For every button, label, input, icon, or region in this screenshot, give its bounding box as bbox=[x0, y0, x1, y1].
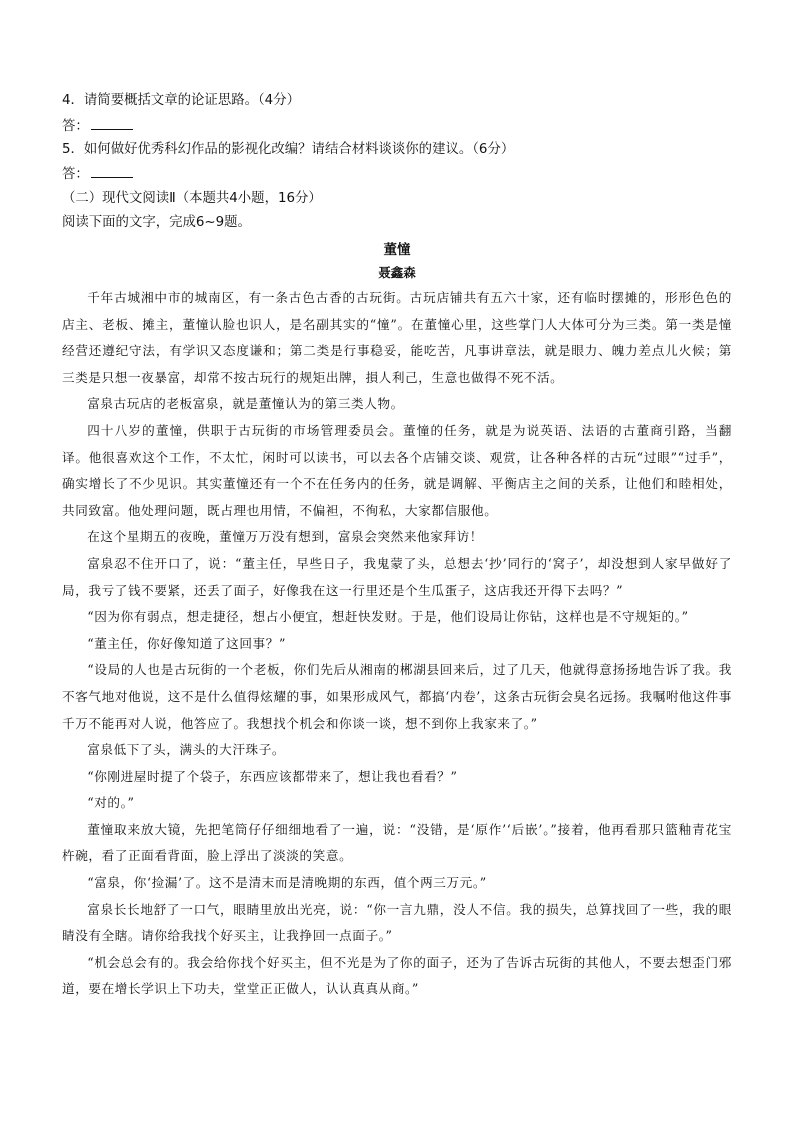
story-paragraph: 四十八岁的董憧，供职于古玩街的市场管理委员会。董憧的任务，就是为说英语、法语的古董商引路，当翻译。他很喜欢这个工作，不太忙，闲时可以读书，可以去各个店铺交谈、观赏，让各种各样的古玩“过眼”“过手”，确实增长了不少见识。其实董憧还有一个不在任务内的任务，就是调解、平衡店主之间的关系，让他们和睦相处，共同致富。他处理问题，既占理也用情，不偏袒，不徇私，大家都信服他。 bbox=[62, 422, 732, 518]
story-paragraph: “对的。” bbox=[87, 795, 135, 811]
story-author: 聂鑫森 bbox=[378, 265, 416, 280]
story-paragraph: 富泉古玩店的老板富泉，就是董憧认为的第三类人物。 bbox=[87, 396, 404, 412]
question-4: 4．请简要概括文章的论证思路。（4分） bbox=[62, 93, 300, 108]
answer-label: 答： bbox=[62, 119, 89, 134]
story-paragraph: 千年古城湘中市的城南区，有一条古色古香的古玩街。古玩店铺共有五六十家，还有临时摆摊的，形形色色的店主、老板、摊主，董憧认脸也识人，是名副其实的“憧”。在董憧心里，这些掌门人大体可分为三类。第一类是憧经营还遵纪守法，有学识又态度谦和；第二类是行事稳妥，能吃苦，凡事讲章法，就是眼力、魄力差点儿火候；第三类是只想一夜暴富，却常不按古玩行的规矩出牌，損人利己，生意也做得不死不活。 bbox=[62, 290, 732, 385]
story-paragraph: “因为你有弱点，想走捷径，想占小便宜，想赶快发财。于是，他们设局让你钻，这样也是不守规矩的。” bbox=[87, 609, 689, 625]
answer-blank[interactable] bbox=[91, 117, 133, 130]
story-paragraph: 富泉长长地舒了一口气，眼睛里放出光亮，说：“你一言九鼎，没人不信。我的损失，总算找回了一些，我的眼睛没有全瞎。请你给我找个好买主，让我挣回一点面子。” bbox=[62, 901, 732, 944]
section-heading: （二）现代文阅读Ⅱ（本题共4小题，16分） bbox=[62, 191, 322, 206]
story-paragraph: “机会总会有的。我会给你找个好买主，但不光是为了你的面子，还为了告诉古玩街的其他人，不要去想歪门邪道，要在增长学识上下功夫，堂堂正正做人，认认真真从商。” bbox=[62, 954, 732, 997]
story-paragraph: “富泉，你‘捡漏’了。这不是清末而是清晚期的东西，值个两三万元。” bbox=[87, 875, 487, 891]
story-paragraph: 董憧取来放大镜，先把笔筒仔仔细细地看了一遍，说：“没错，是‘原作’‘后嵌’。”接着，他再看那只篮釉青花宝杵碗，看了正面看背面，脸上浮出了淡淡的笑意。 bbox=[62, 821, 732, 864]
answer-5-line bbox=[62, 165, 133, 184]
answer-blank[interactable] bbox=[91, 165, 133, 178]
answer-4-line bbox=[62, 117, 133, 136]
story-paragraph: “你刚进屋时提了个袋子，东西应该都带来了，想让我也看看？” bbox=[87, 768, 458, 784]
story-paragraph: 富泉低下了头，满头的大汗珠子。 bbox=[87, 742, 286, 758]
story-paragraph: “设局的人也是古玩街的一个老板，你们先后从湘南的郴湖县回来后，过了几天，他就得意扬扬地告诉了我。我不客气地对他说，这不是什么值得炫耀的事，如果形成风气，都搞‘内卷’，这条古玩街会臭名远扬。我嘱咐他这件事千万不能再对人说，他答应了。我想找个机会和你谈一谈，想不到你上我家来了。” bbox=[62, 662, 732, 731]
question-5: 5．如何做好优秀科幻作品的影视化改编？请结合材料谈谈你的建议。（6分） bbox=[62, 142, 515, 157]
story-paragraph: 富泉忍不住开口了，说：“董主任，早些日子，我鬼蒙了头，总想去‘抄’同行的‘窝子’，却没想到人家早做好了局，我亏了钱不要紧，还丢了面子，好像我在这一行里还是个生瓜蛋子，这店我还开得下去吗？” bbox=[62, 555, 732, 598]
story-paragraph: “董主任，你好像知道了这回事？” bbox=[87, 635, 286, 651]
answer-label: 答： bbox=[62, 167, 89, 182]
reading-instruction: 阅读下面的文字，完成6~9题。 bbox=[62, 215, 251, 230]
story-paragraph: 在这个星期五的夜晚，董憧万万没有想到，富泉会突然来他家拜访！ bbox=[87, 529, 483, 545]
story-title: 董憧 bbox=[383, 242, 411, 258]
story-body bbox=[62, 285, 732, 1003]
